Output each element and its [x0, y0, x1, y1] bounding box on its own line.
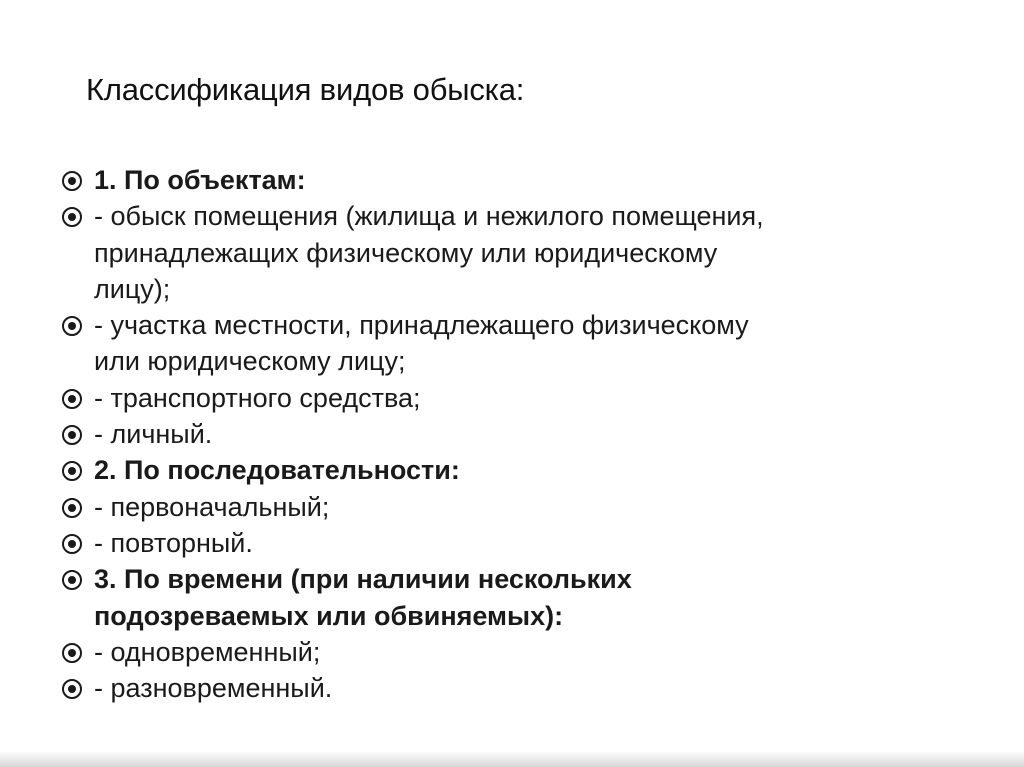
circled-dot-bullet-icon	[62, 461, 82, 481]
list-item	[62, 634, 962, 670]
list-item	[62, 416, 962, 452]
list-item	[62, 380, 962, 416]
list-item-text: - обыск помещения (жилища и нежилого помещения,	[94, 201, 764, 232]
list-item-text: лицу);	[94, 273, 171, 304]
list-item-text: - разновременный.	[94, 673, 333, 704]
list-item	[62, 670, 962, 706]
list-item-text: 2. По последовательности:	[94, 455, 460, 486]
circled-dot-bullet-icon	[62, 389, 82, 409]
list-item	[62, 525, 962, 561]
list-item	[62, 307, 962, 380]
list-item-text: - транспортного средства;	[94, 382, 421, 413]
circled-dot-bullet-icon	[62, 534, 82, 554]
circled-dot-bullet-icon	[62, 425, 82, 445]
circled-dot-bullet-icon	[62, 207, 82, 227]
bullet-list	[62, 162, 962, 706]
list-item-text: 3. По времени (при наличии нескольких	[94, 564, 632, 595]
list-item-text: или юридическому лицу;	[94, 346, 406, 377]
slide-bottom-shadow	[0, 751, 1024, 767]
list-item-text: 1. По объектам:	[94, 165, 306, 195]
list-item	[62, 162, 962, 198]
list-item-text: принадлежащих физическому или юридическому	[94, 237, 718, 268]
list-item-text: - одновременный;	[94, 636, 321, 667]
circled-dot-bullet-icon	[62, 679, 82, 699]
circled-dot-bullet-icon	[62, 643, 82, 663]
list-item	[62, 489, 962, 525]
list-item-text: - первоначальный;	[94, 491, 330, 522]
list-item	[62, 561, 962, 634]
list-item-text: - повторный.	[94, 527, 253, 558]
list-item-text: - личный.	[94, 419, 213, 450]
list-item	[62, 452, 962, 488]
list-item-text: подозреваемых или обвиняемых):	[94, 600, 564, 631]
circled-dot-bullet-icon	[62, 498, 82, 518]
circled-dot-bullet-icon	[62, 570, 82, 590]
list-item-text: - участка местности, принадлежащего физическому	[94, 310, 749, 341]
slide-title: Классификация видов обыска:	[86, 72, 525, 107]
list-item	[62, 198, 962, 307]
circled-dot-bullet-icon	[62, 316, 82, 336]
circled-dot-bullet-icon	[62, 171, 82, 191]
